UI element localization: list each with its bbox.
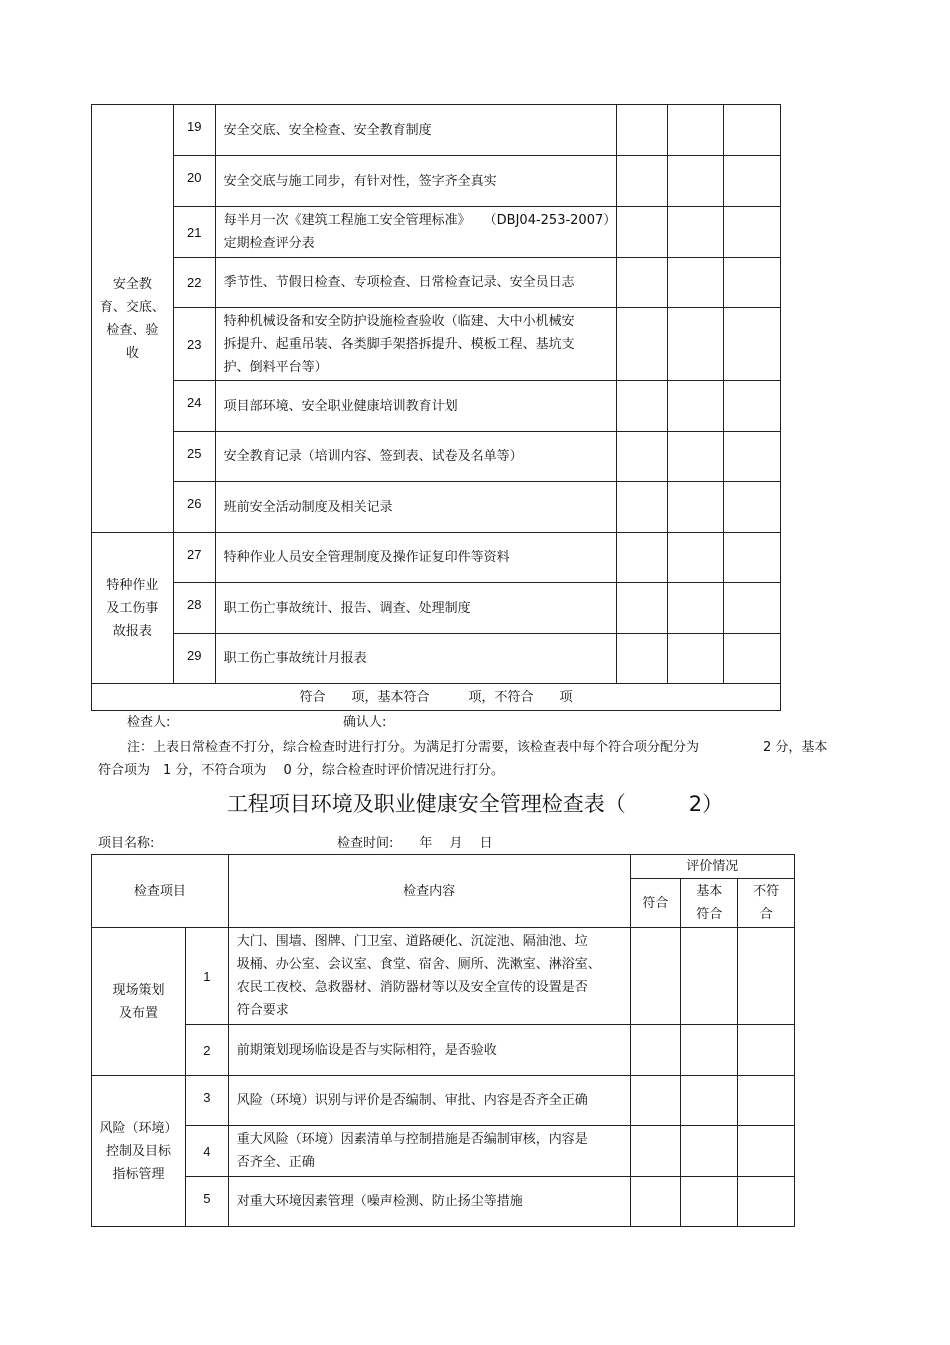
score-cell-conform[interactable] xyxy=(617,381,668,432)
content-line: 拆提升、起重吊装、各类脚手架搭拆提升、模板工程、基坑支 xyxy=(223,336,575,352)
score-cell-nonconform[interactable] xyxy=(724,105,781,156)
item-number: 23 xyxy=(173,308,215,381)
item-number: 20 xyxy=(173,156,215,207)
score-cell-basic[interactable] xyxy=(667,258,724,308)
score-cell-nonconform[interactable] xyxy=(738,1025,795,1076)
item-content xyxy=(215,583,617,634)
score-cell-conform[interactable] xyxy=(617,634,668,684)
score-cell-nonconform[interactable] xyxy=(738,1076,795,1126)
category-cell-site-planning xyxy=(92,928,186,1076)
table-row xyxy=(92,308,781,381)
content-line: 否齐全、正确 xyxy=(236,1155,315,1170)
header-line: 基本 xyxy=(696,884,723,899)
category-label-line: 收 xyxy=(125,345,139,361)
table-row xyxy=(92,928,795,1025)
item-content xyxy=(228,1025,630,1076)
score-cell-nonconform[interactable] xyxy=(724,381,781,432)
item-content xyxy=(228,928,630,1025)
item-content xyxy=(215,533,617,583)
item-number: 28 xyxy=(173,583,215,634)
score-cell-basic[interactable] xyxy=(667,634,724,684)
score-cell-basic[interactable] xyxy=(681,1076,738,1126)
table-row xyxy=(92,533,781,583)
score-cell-nonconform[interactable] xyxy=(724,634,781,684)
summary-row xyxy=(92,684,781,711)
content-line: 大门、围墙、图牌、门卫室、道路硬化、沉淀池、隔油池、垃 xyxy=(236,934,588,949)
score-cell-conform[interactable] xyxy=(617,432,668,482)
table-row xyxy=(92,1025,795,1076)
item-content xyxy=(215,381,617,432)
item-number: 22 xyxy=(173,258,215,308)
header-basic-conform xyxy=(681,879,738,928)
score-cell-conform[interactable] xyxy=(617,533,668,583)
score-cell-conform[interactable] xyxy=(630,928,681,1025)
score-cell-basic[interactable] xyxy=(667,482,724,533)
header-row xyxy=(92,855,795,879)
category-cell-risk-control xyxy=(92,1076,186,1227)
content-line: 安全交底、安全检查、安全教育制度 xyxy=(223,122,432,138)
category-cell-special-operations xyxy=(92,533,174,684)
item-number: 3 xyxy=(185,1076,228,1126)
content-line: 护、倒料平台等） xyxy=(223,359,328,375)
item-number: 2 xyxy=(185,1025,228,1076)
score-cell-basic[interactable] xyxy=(681,1126,738,1177)
score-cell-conform[interactable] xyxy=(617,156,668,207)
content-line: 特种机械设备和安全防护设施检查验收（临建、大中小机械安 xyxy=(223,313,575,329)
content-line: 重大风险（环境）因素清单与控制措施是否编制审核，内容是 xyxy=(236,1132,588,1147)
table-row xyxy=(92,432,781,482)
item-number: 29 xyxy=(173,634,215,684)
project-name-label: 项目名称: xyxy=(98,836,155,851)
item-content xyxy=(215,634,617,684)
content-line: 对重大环境因素管理（噪声检测、防止扬尘等措施 xyxy=(236,1194,523,1209)
score-cell-nonconform[interactable] xyxy=(724,583,781,634)
page-title: 工程项目环境及职业健康安全管理检查表（ 2） xyxy=(226,792,724,816)
content-line: 安全教育记录（培训内容、签到表、试卷及名单等） xyxy=(223,449,523,464)
content-line: 职工伤亡事故统计月报表 xyxy=(223,651,367,666)
content-line: 前期策划现场临设是否与实际相符，是否验收 xyxy=(236,1042,497,1058)
item-content xyxy=(215,207,617,258)
item-content xyxy=(228,1177,630,1227)
content-line: 圾桶、办公室、会议室、食堂、宿舍、厕所、洗漱室、淋浴室、 xyxy=(236,957,601,972)
content-line: 风险（环境）识别与评价是否编制、审批、内容是否齐全正确 xyxy=(236,1093,588,1108)
item-number: 25 xyxy=(173,432,215,482)
table-row xyxy=(92,105,781,156)
table-row xyxy=(92,634,781,684)
item-content xyxy=(228,1076,630,1126)
checklist-table-1 xyxy=(91,104,781,711)
category-label-line: 现场策划 xyxy=(112,982,165,998)
content-line: 符合要求 xyxy=(236,1003,289,1018)
score-cell-basic[interactable] xyxy=(667,381,724,432)
content-line: 安全交底与施工同步，有针对性，签字齐全真实 xyxy=(223,173,497,189)
header-check-content: 检查内容 xyxy=(228,855,630,928)
item-number: 1 xyxy=(185,928,228,1025)
score-cell-conform[interactable] xyxy=(617,207,668,258)
category-label-line: 指标管理 xyxy=(112,1166,165,1182)
score-cell-basic[interactable] xyxy=(681,1025,738,1076)
header-conform: 符合 xyxy=(630,879,681,928)
header-line: 符合 xyxy=(696,907,723,922)
item-number: 21 xyxy=(173,207,215,258)
score-cell-nonconform[interactable] xyxy=(724,482,781,533)
score-cell-basic[interactable] xyxy=(681,1177,738,1227)
item-number: 4 xyxy=(185,1126,228,1177)
score-cell-nonconform[interactable] xyxy=(738,1177,795,1227)
item-content xyxy=(215,482,617,533)
score-cell-nonconform[interactable] xyxy=(724,258,781,308)
summary-text: 符合 项，基本符合 项，不符合 项 xyxy=(92,684,781,711)
item-content xyxy=(215,258,617,308)
confirmer-label: 确认人: xyxy=(343,715,387,730)
header-check-item: 检查项目 xyxy=(92,855,229,928)
checklist-table-2 xyxy=(91,854,795,1227)
category-label-line: 及工伤事 xyxy=(106,600,159,616)
category-label-line: 风险（环境） xyxy=(99,1120,178,1136)
content-line: 项目部环境、安全职业健康培训教育计划 xyxy=(223,398,458,414)
header-nonconform xyxy=(738,879,795,928)
score-cell-basic[interactable] xyxy=(667,432,724,482)
category-label-line: 及布置 xyxy=(118,1005,158,1021)
table-row xyxy=(92,156,781,207)
score-cell-basic[interactable] xyxy=(667,105,724,156)
table-row xyxy=(92,207,781,258)
table-row xyxy=(92,1126,795,1177)
header-line: 合 xyxy=(759,907,773,922)
score-cell-basic[interactable] xyxy=(681,928,738,1025)
inspector-label: 检查人: xyxy=(127,715,171,730)
table-row xyxy=(92,482,781,533)
item-number: 19 xyxy=(173,105,215,156)
score-cell-basic[interactable] xyxy=(667,583,724,634)
table-row xyxy=(92,258,781,308)
score-cell-conform[interactable] xyxy=(630,1177,681,1227)
note-line-1: 注：上表日常检查不打分，综合检查时进行打分。为满足打分需要，该检查表中每个符合项分配分为 xyxy=(127,740,700,755)
table-row xyxy=(92,1177,795,1227)
content-line: 班前安全活动制度及相关记录 xyxy=(223,499,393,515)
score-cell-nonconform[interactable] xyxy=(724,432,781,482)
note-line-2: 符合项为 1 分，不符合项为 0 分，综合检查时评价情况进行打分。 xyxy=(98,763,504,778)
score-cell-nonconform[interactable] xyxy=(738,1126,795,1177)
item-content xyxy=(215,105,617,156)
item-content xyxy=(215,432,617,482)
score-cell-conform[interactable] xyxy=(617,308,668,381)
score-cell-conform[interactable] xyxy=(617,105,668,156)
category-label-line: 控制及目标 xyxy=(105,1143,171,1159)
content-line: 职工伤亡事故统计、报告、调查、处理制度 xyxy=(223,600,471,616)
category-label-line: 特种作业 xyxy=(106,577,159,593)
score-cell-basic[interactable] xyxy=(667,308,724,381)
content-line: 定期检查评分表 xyxy=(223,236,315,251)
item-number: 5 xyxy=(185,1177,228,1227)
score-cell-conform[interactable] xyxy=(617,583,668,634)
header-evaluation: 评价情况 xyxy=(630,855,794,879)
category-label-line: 安全教 xyxy=(112,276,152,292)
score-cell-conform[interactable] xyxy=(617,258,668,308)
score-cell-nonconform[interactable] xyxy=(724,207,781,258)
item-content xyxy=(215,308,617,381)
header-line: 不符 xyxy=(753,884,780,899)
score-cell-basic[interactable] xyxy=(667,156,724,207)
content-line: 每半月一次《建筑工程施工安全管理标准》 （DBJ04-253-2007） xyxy=(223,213,617,228)
category-label-line: 育、交底、 xyxy=(99,299,165,315)
category-cell-safety-education xyxy=(92,105,174,533)
category-label-line: 故报表 xyxy=(112,623,152,639)
score-cell-conform[interactable] xyxy=(630,1126,681,1177)
score-cell-basic[interactable] xyxy=(667,207,724,258)
note-line-1-score: 2 分，基本 xyxy=(763,740,828,755)
item-content xyxy=(228,1126,630,1177)
category-label-line: 检查、验 xyxy=(106,322,159,338)
content-line: 农民工夜校、急救器材、消防器材等以及安全宣传的设置是否 xyxy=(236,980,588,995)
score-cell-basic[interactable] xyxy=(667,533,724,583)
table-row xyxy=(92,1076,795,1126)
score-cell-nonconform[interactable] xyxy=(724,308,781,381)
score-cell-nonconform[interactable] xyxy=(724,533,781,583)
table-row xyxy=(92,381,781,432)
content-line: 特种作业人员安全管理制度及操作证复印件等资料 xyxy=(223,550,510,565)
item-number: 27 xyxy=(173,533,215,583)
score-cell-conform[interactable] xyxy=(630,1025,681,1076)
score-cell-conform[interactable] xyxy=(617,482,668,533)
score-cell-nonconform[interactable] xyxy=(738,928,795,1025)
item-number: 26 xyxy=(173,482,215,533)
score-cell-conform[interactable] xyxy=(630,1076,681,1126)
content-line: 季节性、节假日检查、专项检查、日常检查记录、安全员日志 xyxy=(223,275,575,290)
score-cell-nonconform[interactable] xyxy=(724,156,781,207)
table-row xyxy=(92,583,781,634)
item-content xyxy=(215,156,617,207)
item-number: 24 xyxy=(173,381,215,432)
check-time-label: 检查时间: 年 月 日 xyxy=(337,836,493,851)
